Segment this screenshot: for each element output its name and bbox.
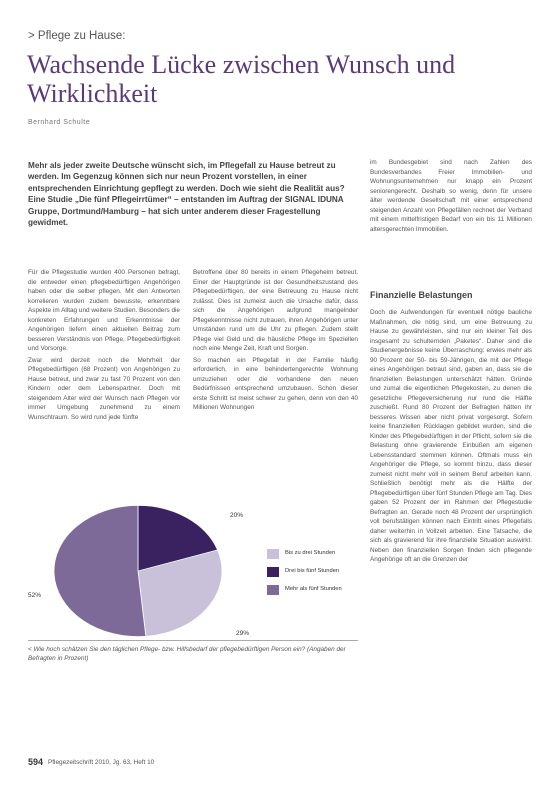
- article-title: Wachsende Lücke zwischen Wunsch und Wirklichkeit: [27, 50, 456, 108]
- body-paragraph: Betroffene über 80 bereits in einem Pflegeheim betreut. Einer der Hauptgründe ist der Gesundheitszustand des Pflegebedürftigen, der eine Betreuung zu Hause nicht zulässt. Dies ist zumeist auch die Ursache dafür, dass sich die Angehörigen aufgrund mangelnder Pflegekenntnisse nicht zutrauen, ihren Angehörigen unter Umständen rund um die Uhr zu pflegen. Zudem stellt Pflege viel Geld und die häusliche Pflege im Speziellen noch eine Menge Zeit, Kraft und Sorgen.: [193, 269, 358, 352]
- section-kicker: > Pflege zu Hause:: [28, 30, 126, 42]
- body-paragraph: So machen ein Pflegefall in der Familie häufig erforderlich, in eine behindertengerechte Wohnung umzuziehen oder die vorhandene den neuen Bedürfnissen entsprechend umzubauen. Schon dieser erste Schritt ist meist schwer zu gehen, denn von den 40 Millionen Wohnungen: [193, 356, 358, 411]
- body-column-3-top: [370, 158, 532, 236]
- author-name: Bernhard Schulte: [28, 119, 91, 126]
- legend-swatch-1: [267, 549, 279, 559]
- body-paragraph: im Bundesgebiet sind nach Zahlen des Bundesverbandes Freier Immobilien- und Wohnungsunternehmen nur knapp ein Prozent seniorengerecht. Deshalb so wenig, denn für unsere älter werdende Gesellschaft mit einer entsprechend steigenden Anzahl von Pflegefällen rechnet der Verband mit einem mittelfristigen Bedarf von ein bis 11 Millionen altersgerechten Immobilien.: [370, 159, 532, 233]
- lead-paragraph: Mehr als jeder zweite Deutsche wünscht sich, im Pflegefall zu Hause betreut zu werden. Im Gegenzug können sich nur neun Prozent vorstellen, in einer entsprechenden Einrichtung gepflegt zu werden. Doch wie sieht die Realität aus? Eine Studie „Die fünf Pflegeirrtümer“ – entstanden im Auftrag der SIGNAL IDUNA Gruppe, Dortmund/Hamburg – hat sich unter anderem dieser Fragestellung gewidmet.: [28, 161, 345, 228]
- pie-slice-label: 52%: [28, 592, 42, 599]
- body-paragraph: Doch die Aufwendungen für eventuell nötige bauliche Maßnahmen, die nötig sind, um eine Betreuung zu Hause zu gewährleisten, sind nur ein kleiner Teil des insgesamt zu schulternden „Paketes“. Daher sind die Studienergebnisse keine Überraschung: erwies mehr als 90 Prozent der 50- bis 59-Jährigen, die mit der Pflege eines Angehörigen betraut sind, gaben an, dass sie die finanziellen Belastungen unterschätzt hätten. Gründe und zumal die eigentlichen Pflegekosten, zu denen die gesetzliche Pflegeversicherung nur rund die Hälfte zuschießt. Rund 80 Prozent der Befragten hätten ihr besseres Wissen aber nicht privat vorgesorgt. Sofern keine finanziellen Rücklagen gebildet wurden, sind die Kinder des Pflegebedürftigen in der Pflicht, sofern sie die Belastung ohne gravierende Einbußen am eigenen Lebensstandard stemmen können. Oftmals muss ein Angehöriger die Pflege, so kommt hinzu, dass dieser zumeist nicht mehr voll in seinem Beruf arbeiten kann. Schließlich benötigt mehr als die Hälfte der Pflegebedürftigen über fünf Stunden Pflege am Tag. Dies gaben 52 Prozent der im Rahmen der Pflegestudie Befragten an. Gerade noch 48 Prozent der ursprünglich voll berufstätigen können nach Eintritt eines Pflegefalls daher weiterhin in Vollzeit arbeiten. Eine Tatsache, die sich als gravierend für ihre finanzielle Situation auswirkt. Neben den finanziellen Sorgen finden sich pflegende Angehörige oft an die Grenzen der: [370, 309, 532, 563]
- page-number: 594: [28, 757, 44, 767]
- body-column-1: [28, 268, 180, 424]
- body-column-3-bottom: [370, 308, 532, 567]
- body-paragraph: Für die Pflegestudie wurden 400 Personen befragt, die entweder einen pflegebedürftigen Angehörigen haben oder die selber pflegen. Mit den Antworten korrelieren wurden zudem bewusste, erkennbare Aspekte im Alltag und weitere Studien. Besonders die konkreten Erfahrungen und Erkenntnisse der Angehörigen liefern einen aktuellen Beitrag zum besseren Verständnis von Pflege, Pflegebedürftigkeit und Vorsorge.: [28, 269, 180, 352]
- legend-label-2: Drei bis fünf Stunden: [285, 568, 340, 574]
- body-paragraph: Zwar wird derzeit noch die Mehrheit der Pflegebedürftigen (68 Prozent) von Angehörigen zu Hause betreut, und zwar zu fast 70 Prozent von den Kindern oder dem Lebenspartner. Doch mit steigendem Alter wird der Wunsch nach Pflegen vor immer Umgebung zunehmend zu einem Wunschtraum. So wird rund jede fünfte: [28, 356, 180, 421]
- journal-footer: Pflegezeitschrift 2010, Jg. 63, Heft 10: [48, 759, 155, 766]
- legend-label-1: Bis zu drei Stunden: [285, 550, 336, 556]
- section-subheading: Finanzielle Belastungen: [370, 290, 473, 300]
- figure-caption: < Wie hoch schätzen Sie den täglichen Pflege- bzw. Hilfsbedarf der pflegebedürftigen Person ein? (Angaben der Befragten in Prozent): [28, 640, 358, 663]
- legend-swatch-2: [267, 567, 279, 577]
- body-column-2: [193, 268, 358, 415]
- pie-slice: [54, 505, 146, 636]
- legend-label-3: Mehr als fünf Stunden: [285, 586, 342, 592]
- legend-swatch-3: [267, 585, 279, 595]
- pie-slice-label: 20%: [230, 512, 244, 519]
- pie-slice-label: 29%: [236, 630, 250, 637]
- pie-chart-figure: [28, 505, 358, 637]
